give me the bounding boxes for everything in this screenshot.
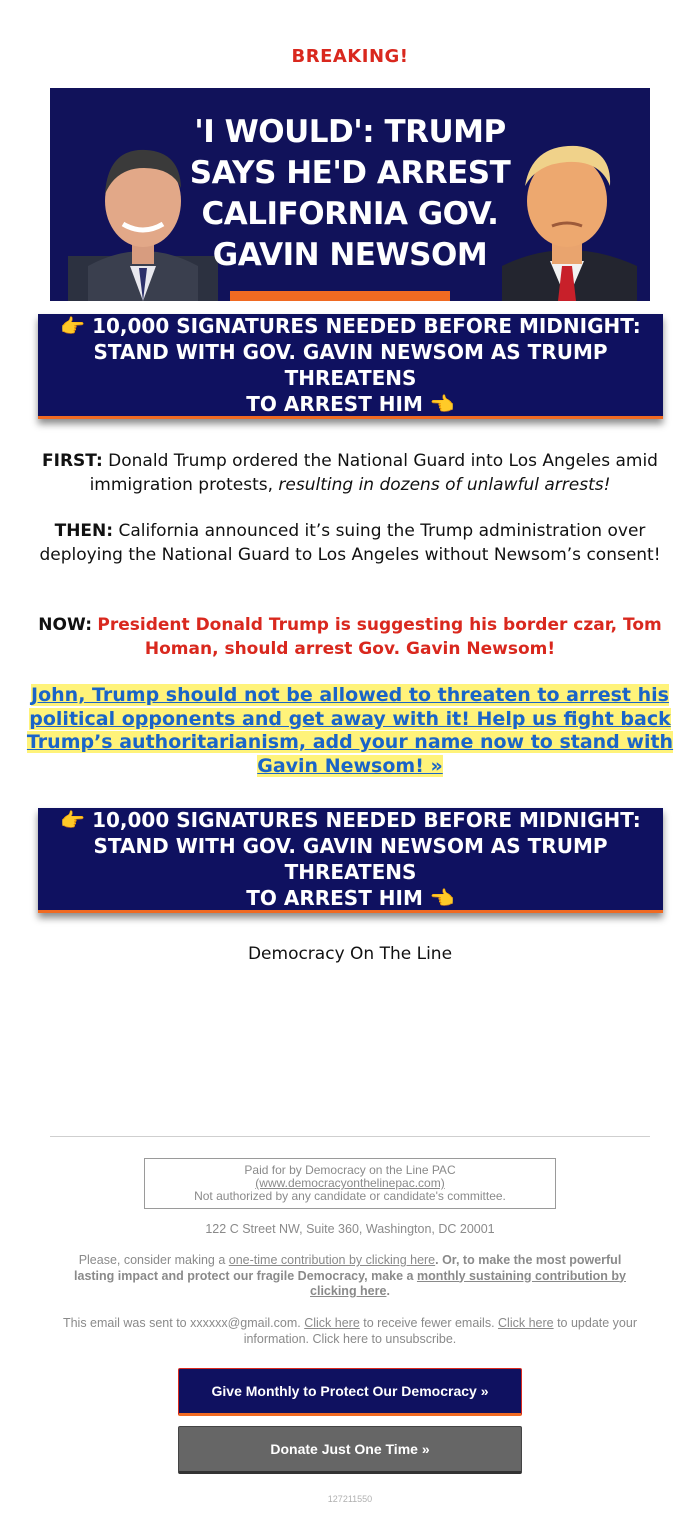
give-monthly-button[interactable]: Give Monthly to Protect Our Democracy » <box>178 1368 522 1416</box>
fewer-emails-link[interactable]: Click here <box>304 1316 360 1330</box>
paragraph-first: FIRST: Donald Trump ordered the National Guard into Los Angeles amid immigration protests, resulting in dozens of unlawful arrests! <box>42 451 658 495</box>
pointing-right-icon: 👉 <box>60 808 86 832</box>
contribution-note: Please, consider making a one-time contribution by clicking here. Or, to make the most powerful lasting impact and protect our fragile Democracy, make a monthly sustaining contribution by clicking here. <box>74 1253 626 1298</box>
pointing-left-icon: 👈 <box>429 392 455 416</box>
pac-website-link[interactable]: (www.democracyonthelinepac.com) <box>255 1176 445 1190</box>
paragraph-now: NOW: President Donald Trump is suggesting his border czar, Tom Homan, should arrest Gov. Gavin Newsom! <box>38 615 662 659</box>
cta-line-1: 10,000 SIGNATURES NEEDED BEFORE MIDNIGHT: <box>92 808 641 832</box>
hero-headline: 'I WOULD': TRUMP SAYS HE'D ARREST CALIFORNIA GOV. GAVIN NEWSOM <box>189 114 511 273</box>
hero-orange-stripe <box>230 291 450 301</box>
paid-for-disclaimer: Paid for by Democracy on the Line PAC (www.democracyonthelinepac.com) Not authorized by any candidate or candidate's committee. <box>144 1158 556 1209</box>
mailing-address: 122 C Street NW, Suite 360, Washington, DC 20001 <box>205 1222 495 1236</box>
cta-line-2: STAND WITH GOV. GAVIN NEWSOM AS TRUMP THREATENS <box>93 834 608 884</box>
pointing-left-icon: 👈 <box>429 886 455 910</box>
signature-line: Democracy On The Line <box>247 944 453 964</box>
update-info-link[interactable]: Click here <box>498 1316 554 1330</box>
breaking-heading: BREAKING! <box>291 46 409 67</box>
signature-cta-banner-top[interactable] <box>38 314 663 419</box>
trump-portrait <box>492 116 642 301</box>
cta-line-3: TO ARREST HIM <box>246 392 423 416</box>
email-preferences-note: This email was sent to xxxxxx@gmail.com. Click here to receive fewer emails. Click here to update your information. Click here to unsubscribe. <box>62 1316 638 1346</box>
cta-line-2: STAND WITH GOV. GAVIN NEWSOM AS TRUMP THREATENS <box>93 340 608 390</box>
paragraph-then: THEN: California announced it’s suing the Trump administration over deploying the National Guard to Los Angeles without Newsom’s consent! <box>39 521 661 565</box>
one-time-contribution-link[interactable]: one-time contribution by clicking here <box>228 1253 436 1267</box>
tracking-code: 127211550 <box>327 1494 373 1504</box>
monthly-contribution-link[interactable]: monthly sustaining contribution by clicking here <box>310 1268 626 1298</box>
hero-banner-image[interactable] <box>50 88 650 301</box>
cta-line-1: 10,000 SIGNATURES NEEDED BEFORE MIDNIGHT: <box>92 314 641 338</box>
cta-line-3: TO ARREST HIM <box>246 886 423 910</box>
signature-cta-banner-bottom[interactable] <box>38 808 663 913</box>
petition-link[interactable]: John, Trump should not be allowed to threaten to arrest his political opponents and get away with it! Help us fight back Trump’s authoritarianism, add your name now to stand with Gavin Newsom! » <box>26 684 674 777</box>
donate-once-button[interactable]: Donate Just One Time » <box>178 1426 522 1474</box>
petition-link-paragraph <box>22 684 678 778</box>
footer-divider <box>50 1136 650 1137</box>
pointing-right-icon: 👉 <box>60 314 86 338</box>
